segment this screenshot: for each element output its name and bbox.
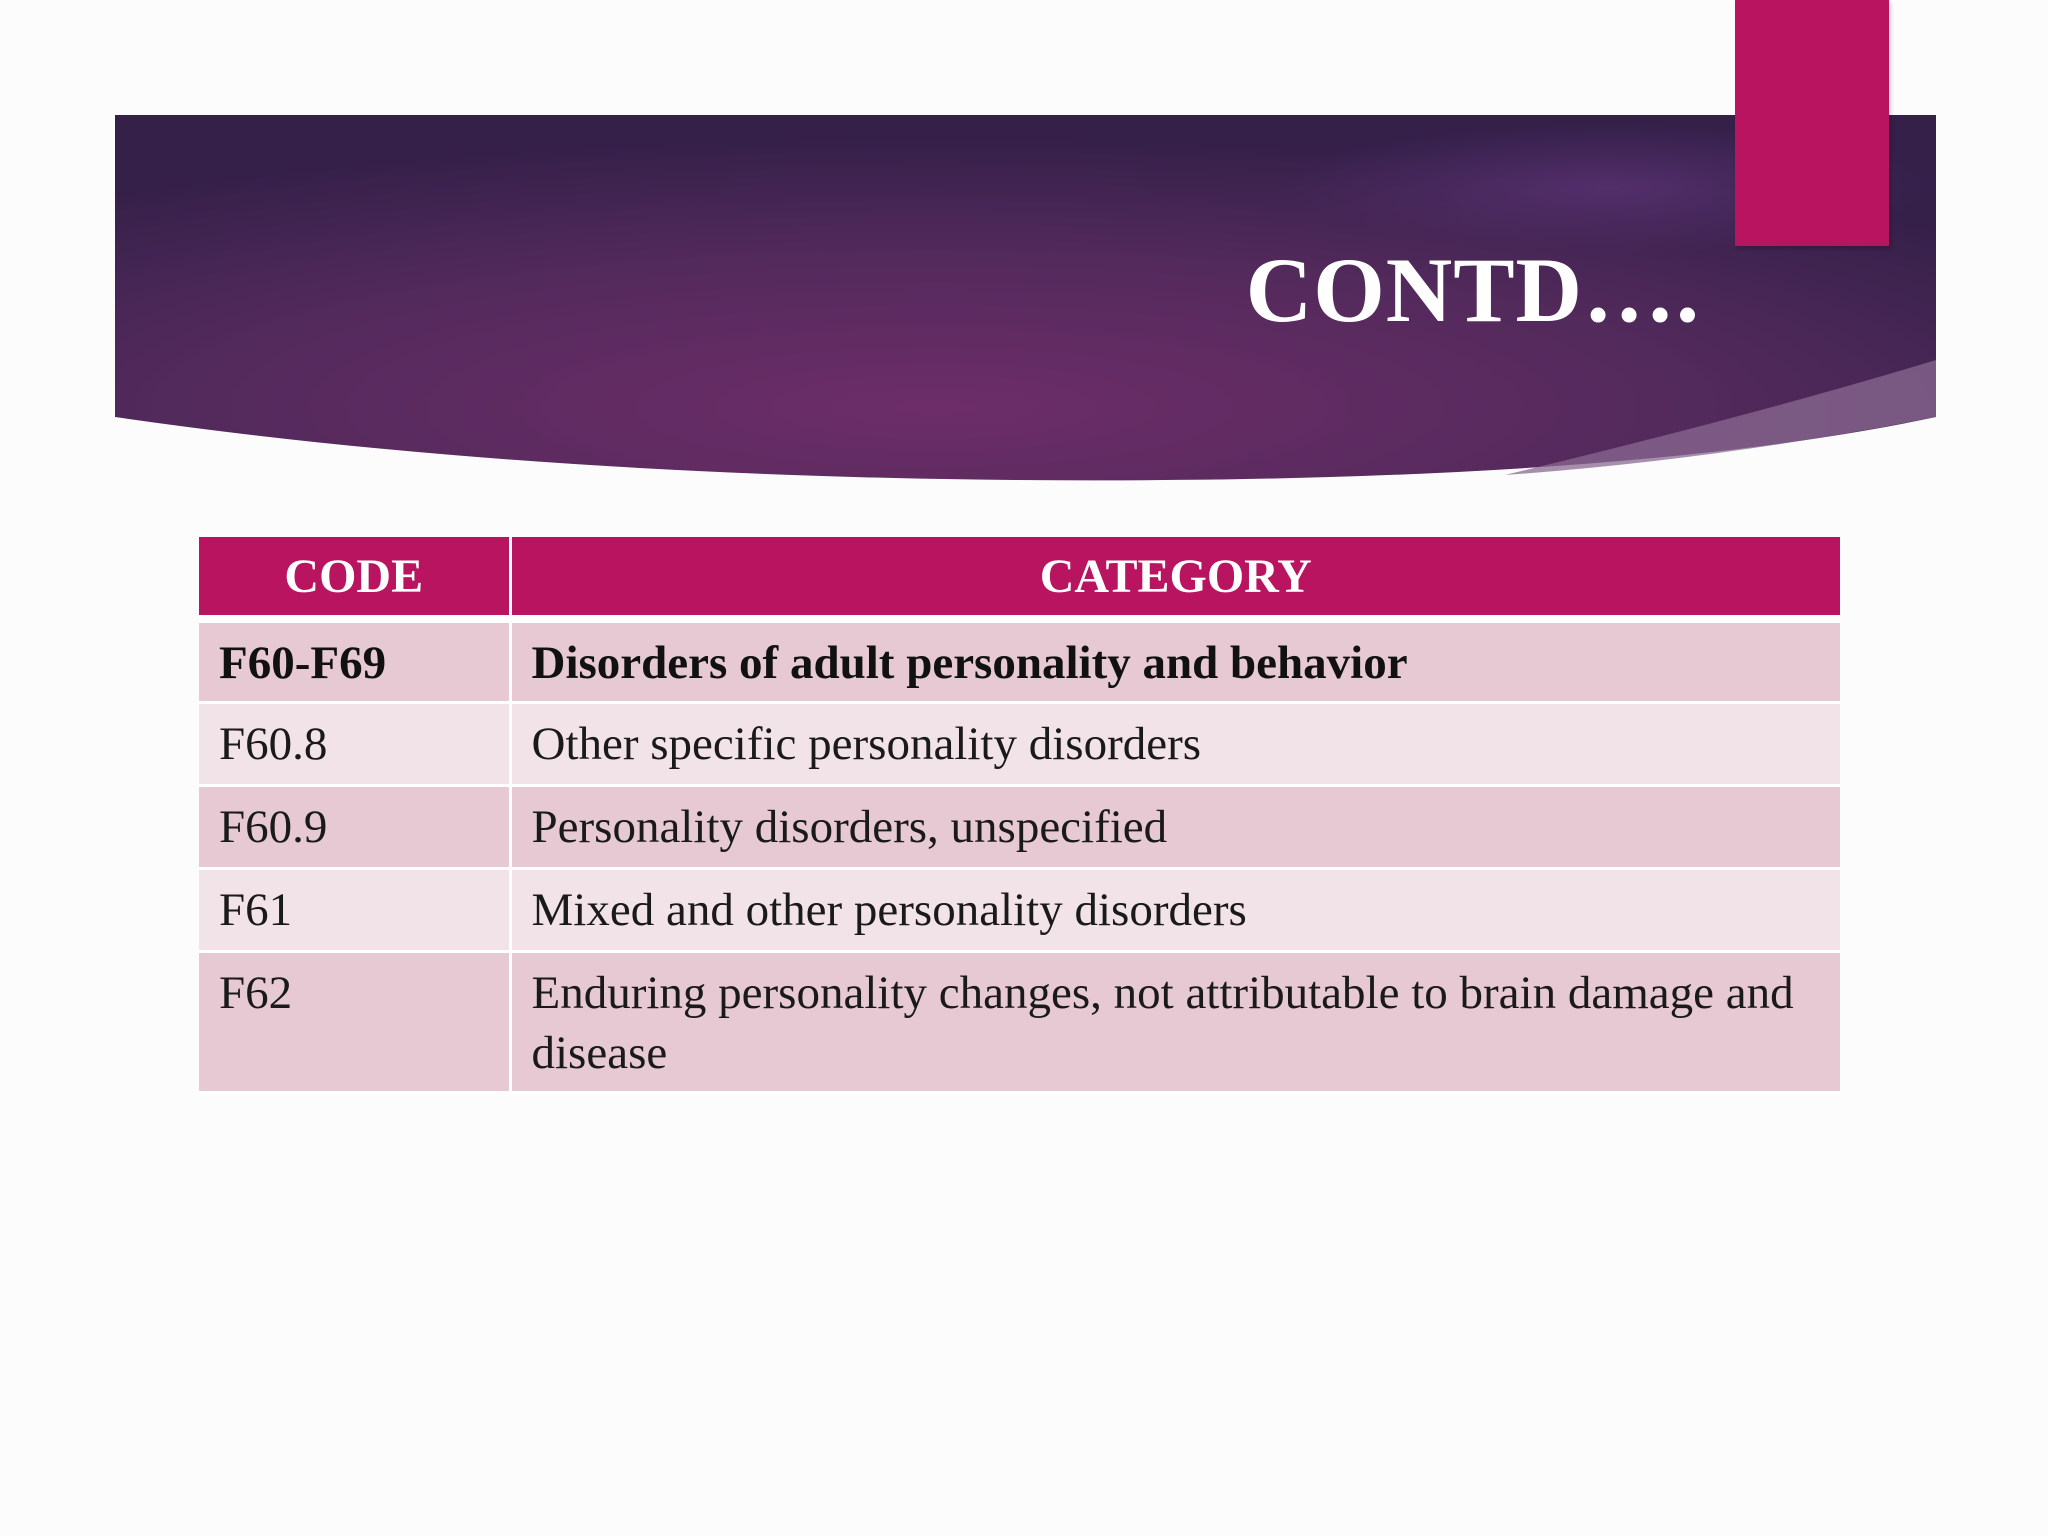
code-cell: F62 <box>199 952 510 1093</box>
table-row <box>199 952 1840 1093</box>
code-cell: F61 <box>199 869 510 952</box>
table-row <box>199 869 1840 952</box>
slide-title: CONTD…. <box>1245 239 1700 341</box>
category-column-header: CATEGORY <box>510 537 1840 619</box>
table-header-row <box>199 537 1840 619</box>
table-row <box>199 619 1840 703</box>
category-cell: Other specific personality disorders <box>510 703 1840 786</box>
accent-tab <box>1735 0 1889 246</box>
table-row <box>199 703 1840 786</box>
category-cell: Enduring personality changes, not attributable to brain damage and disease <box>510 952 1840 1093</box>
icd-code-table <box>199 537 1840 1094</box>
category-cell: Mixed and other personality disorders <box>510 869 1840 952</box>
table-row <box>199 786 1840 869</box>
category-cell: Disorders of adult personality and behavior <box>510 619 1840 703</box>
code-column-header: CODE <box>199 537 510 619</box>
code-cell: F60.9 <box>199 786 510 869</box>
code-cell: F60.8 <box>199 703 510 786</box>
code-cell: F60-F69 <box>199 619 510 703</box>
category-cell: Personality disorders, unspecified <box>510 786 1840 869</box>
